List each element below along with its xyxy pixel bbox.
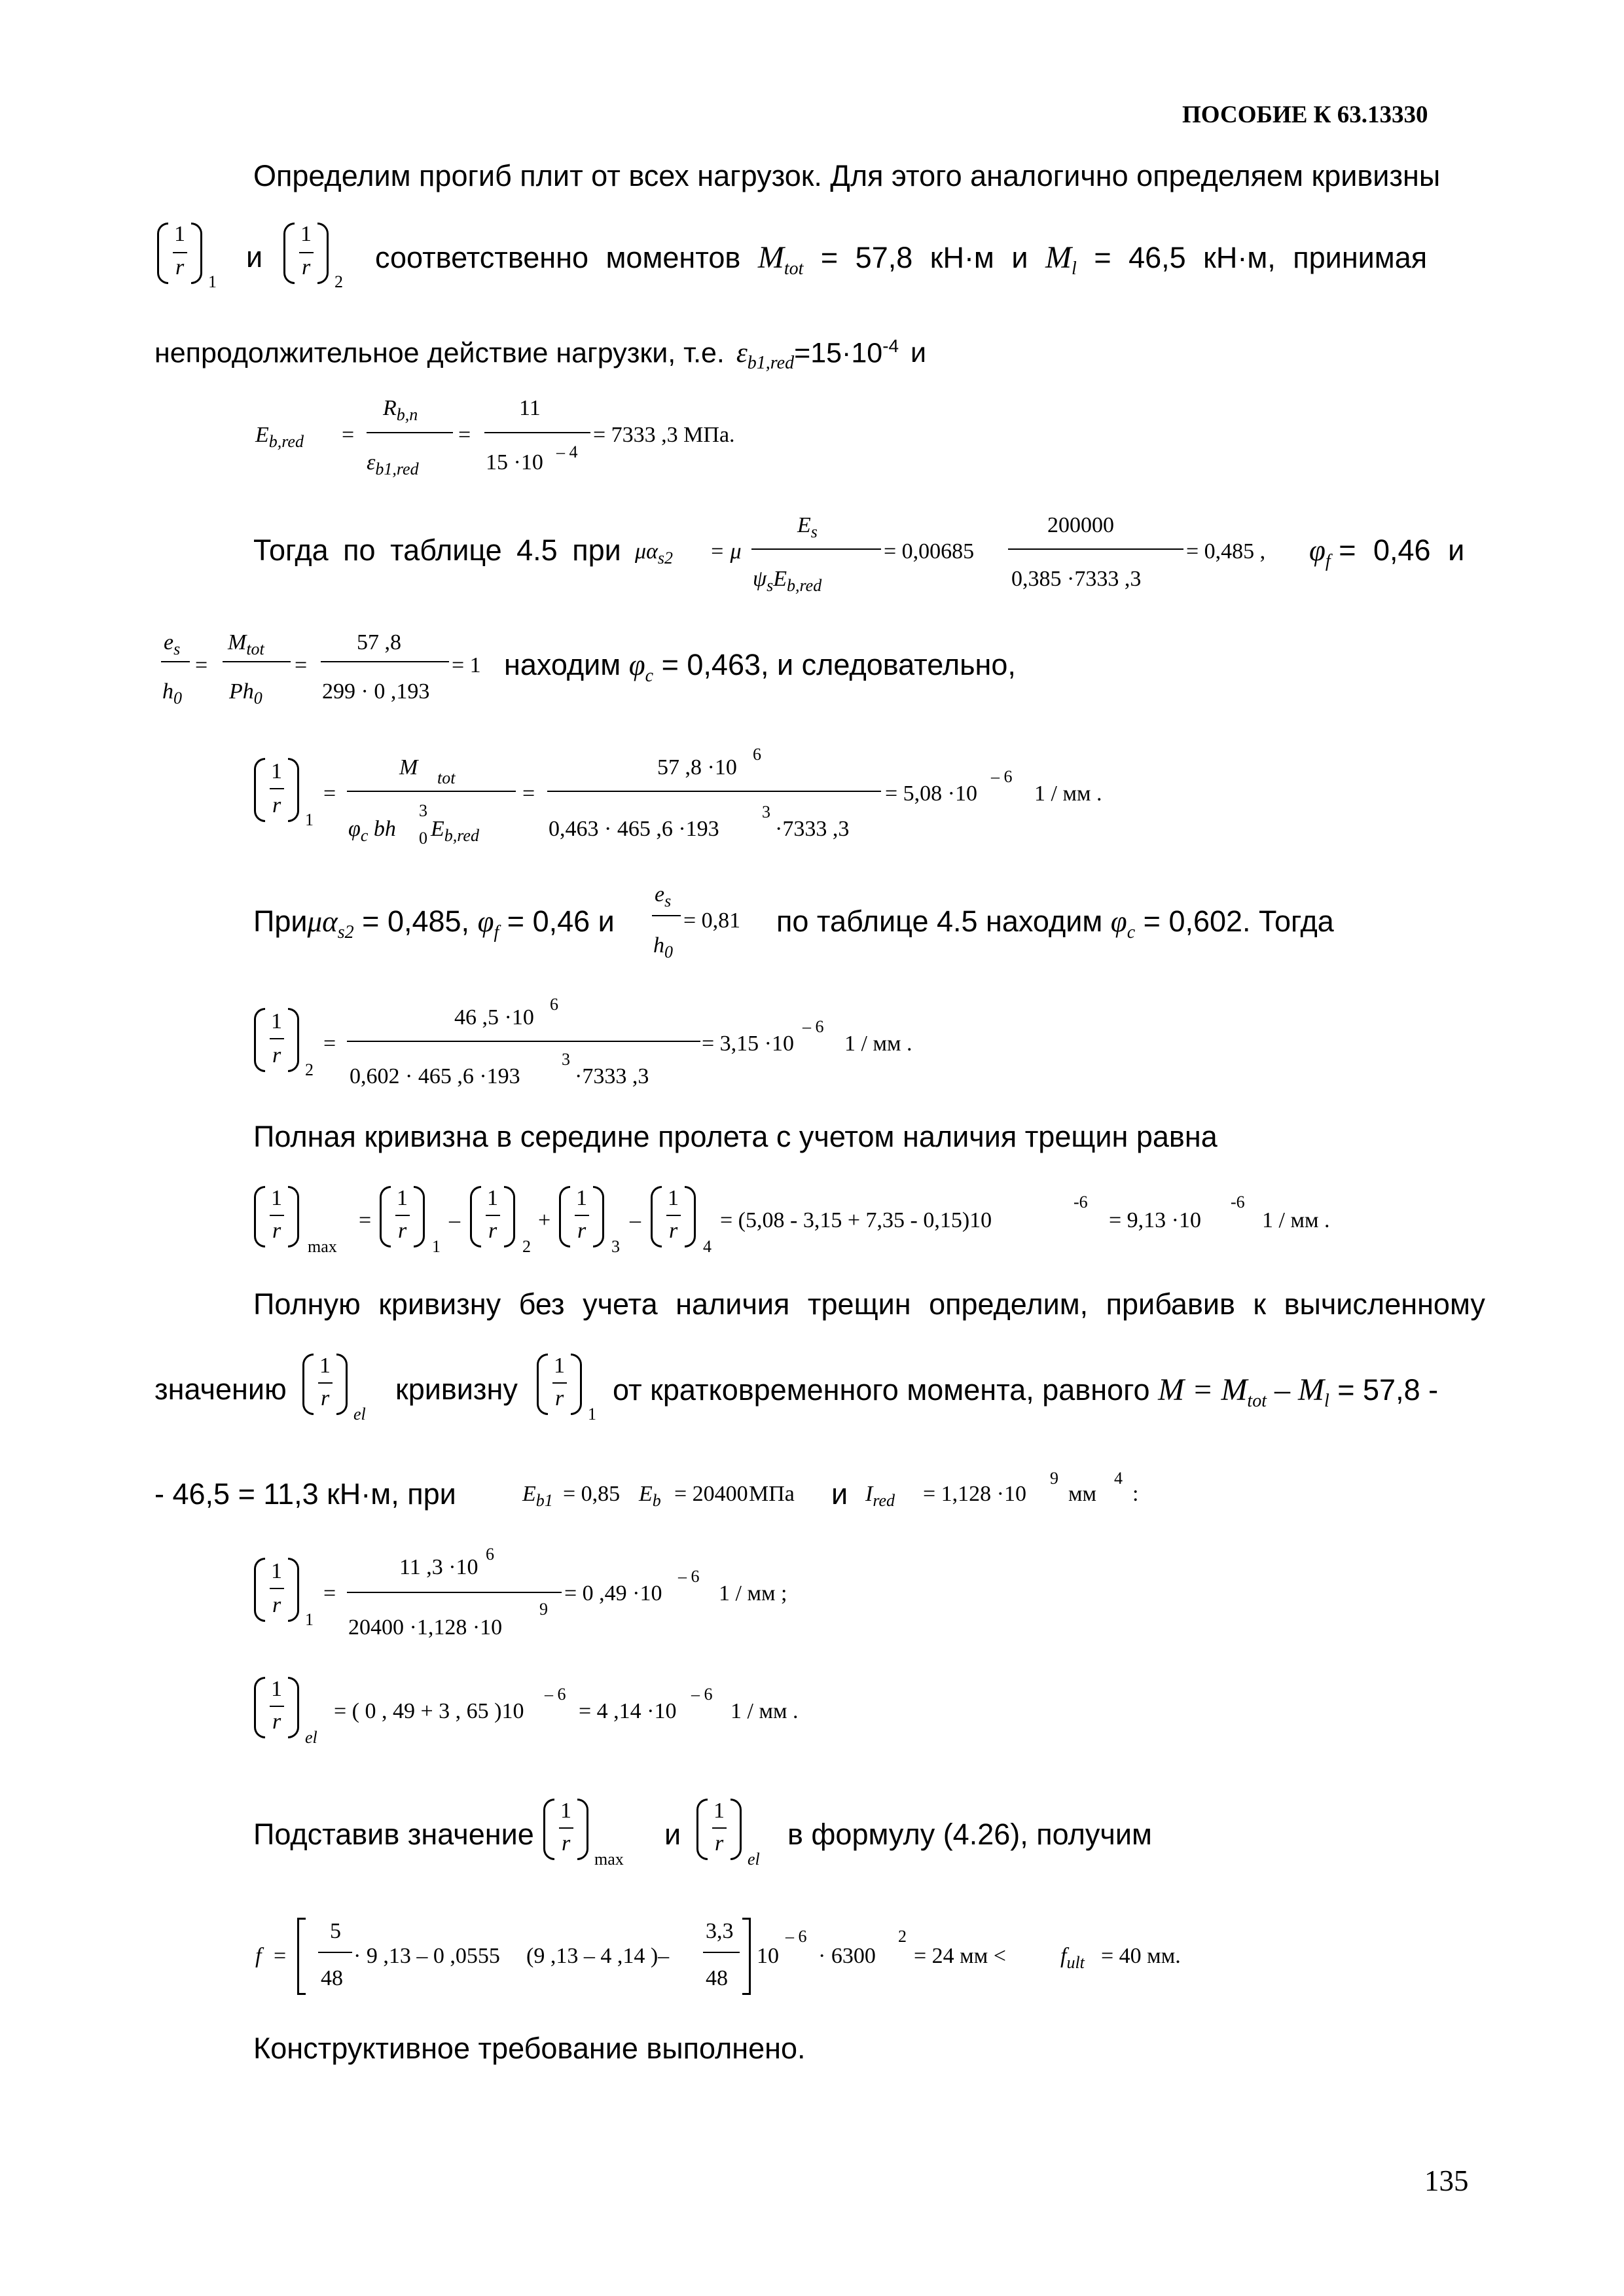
doc-code-header: ПОСОБИЕ К 63.13330 [1182,101,1428,128]
paragraph-6-tail: от кратковременного момента, равного $M = M_{tot} - M_l = 57,8$ - [613,1372,1439,1411]
paragraph-6-znach: значению [154,1372,287,1406]
paragraph-1-and: и [246,240,263,274]
paragraph-5: Полная кривизна в середине пролета с учетом наличия трещин равна [253,1120,1218,1153]
paragraph-6-line-1: Полную кривизну без учета наличия трещин определим, прибавив к вычисленному [253,1287,1485,1321]
paragraph-1-line-1: Определим прогиб плит от всех нагрузок. Для этого аналогично определяем кривизны [253,159,1441,192]
paragraph-1-line-2: соответственно моментов $M_{tot} = 57,8$ кН·м и $M_l = 46,5$ кН·м, принимая [375,240,1428,279]
paragraph-2-phi-f: $\varphi_f = 0,46$ и [1309,533,1465,571]
paragraph-8-and: и [664,1818,681,1851]
paragraph-6-krivizna: кривизну [395,1372,518,1406]
paragraph-1-line-3: непродолжительное действие нагрузки, т.е. $\varepsilon_{b1,red}=15\cdot 10^{-4}$ и [154,336,927,373]
paragraph-3: находим $\varphi_c = 0,463$, и следовательно, [504,648,1016,686]
paragraph-7-and: и [831,1477,848,1511]
paragraph-8-tail: в формулу (4.26), получим [787,1818,1152,1851]
paragraph-9: Конструктивное требование выполнено. [253,2032,806,2065]
page-number: 135 [1424,2164,1469,2197]
paragraph-2-start: Тогда по таблице 4.5 при [253,533,621,567]
paragraph-4-start: Приμα$_{s2}$ = 0,485, $\varphi_f = 0,46$ и [253,905,615,942]
paragraph-7-start: - 46,5 = 11,3 кН·м, при [154,1477,456,1511]
paragraph-4-tail: по таблице 4.5 находим $\varphi_c = 0,602$. Тогда [776,905,1334,942]
paragraph-8-start: Подставив значение [253,1818,534,1851]
